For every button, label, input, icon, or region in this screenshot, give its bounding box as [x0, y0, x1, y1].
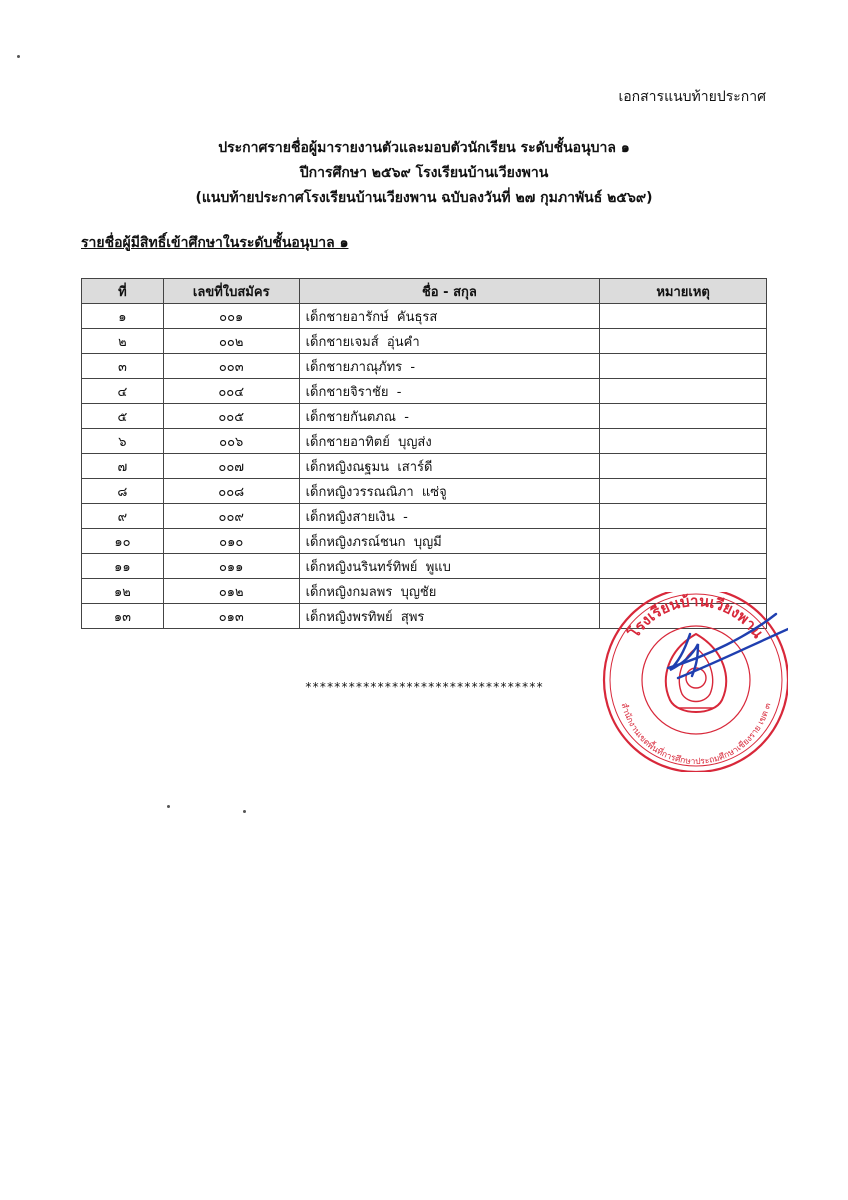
cell-application-no: ๐๐๘ — [163, 479, 299, 504]
cell-remarks — [600, 529, 767, 554]
cell-full-name: เด็กชายอาทิตย์ บุญส่ง — [299, 429, 600, 454]
table-row — [82, 479, 767, 504]
table-row — [82, 304, 767, 329]
header-application-no: เลขที่ใบสมัคร — [163, 279, 299, 304]
cell-remarks — [600, 504, 767, 529]
cell-remarks — [600, 329, 767, 354]
cell-application-no: ๐๐๙ — [163, 504, 299, 529]
cell-remarks — [600, 304, 767, 329]
cell-number: ๗ — [82, 454, 164, 479]
cell-full-name: เด็กชายอารักษ์ คันธุรส — [299, 304, 600, 329]
cell-full-name: เด็กชายกันตภณ - — [299, 404, 600, 429]
cell-full-name: เด็กหญิงณฐมน เสาร์ดี — [299, 454, 600, 479]
header-number: ที่ — [82, 279, 164, 304]
title-line-3: (แนบท้ายประกาศโรงเรียนบ้านเวียงพาน ฉบับลงวันที่ ๒๗ กุมภาพันธ์ ๒๕๖๙) — [195, 190, 653, 206]
cell-application-no: ๐๐๒ — [163, 329, 299, 354]
seal-bottom-text: สำนักงานเขตพื้นที่การศึกษาประถมศึกษาเชียงราย เขต ๓ — [618, 701, 774, 768]
scan-speck — [167, 805, 170, 808]
cell-application-no: ๐๐๖ — [163, 429, 299, 454]
table-row — [82, 529, 767, 554]
seal-top-text: โรงเรียนบ้านเวียงพาน — [624, 592, 768, 642]
cell-remarks — [600, 354, 767, 379]
title-line-2: ปีการศึกษา ๒๕๖๙ โรงเรียนบ้านเวียงพาน — [299, 165, 549, 181]
cell-full-name: เด็กหญิงภรณ์ชนก บุญมี — [299, 529, 600, 554]
cell-full-name: เด็กหญิงกมลพร บุญชัย — [299, 579, 600, 604]
section-heading: รายชื่อผู้มีสิทธิ์เข้าศึกษาในระดับชั้นอนุบาล ๑ — [81, 235, 349, 251]
cell-application-no: ๐๑๓ — [163, 604, 299, 629]
table-row — [82, 554, 767, 579]
cell-full-name: เด็กชายเจมส์ อุ่นคำ — [299, 329, 600, 354]
cell-full-name: เด็กหญิงสายเงิน - — [299, 504, 600, 529]
cell-number: ๖ — [82, 429, 164, 454]
announcement-title — [0, 136, 848, 211]
header-full-name: ชื่อ - สกุล — [299, 279, 600, 304]
cell-number: ๔ — [82, 379, 164, 404]
cell-full-name: เด็กชายจิราชัย - — [299, 379, 600, 404]
table-row — [82, 454, 767, 479]
cell-number: ๑๑ — [82, 554, 164, 579]
cell-application-no: ๐๐๔ — [163, 379, 299, 404]
cell-number: ๒ — [82, 329, 164, 354]
cell-application-no: ๐๐๑ — [163, 304, 299, 329]
cell-application-no: ๐๑๐ — [163, 529, 299, 554]
cell-number: ๘ — [82, 479, 164, 504]
table-row — [82, 504, 767, 529]
end-marker: ********************************* — [304, 680, 544, 694]
table-header-row — [82, 279, 767, 304]
cell-remarks — [600, 454, 767, 479]
scan-speck — [17, 55, 20, 58]
cell-number: ๓ — [82, 354, 164, 379]
table-row — [82, 379, 767, 404]
cell-number: ๑๐ — [82, 529, 164, 554]
attachment-note: เอกสารแนบท้ายประกาศ — [618, 89, 766, 105]
cell-application-no: ๐๐๕ — [163, 404, 299, 429]
cell-full-name: เด็กหญิงพรทิพย์ สุพร — [299, 604, 600, 629]
cell-number: ๑๒ — [82, 579, 164, 604]
header-remarks: หมายเหตุ — [600, 279, 767, 304]
cell-application-no: ๐๐๗ — [163, 454, 299, 479]
cell-full-name: เด็กหญิงวรรณณิภา แซ่จู — [299, 479, 600, 504]
school-seal-stamp — [598, 592, 788, 772]
cell-application-no: ๐๑๑ — [163, 554, 299, 579]
table-row — [82, 354, 767, 379]
cell-full-name: เด็กหญิงนรินทร์ทิพย์ พูแบ — [299, 554, 600, 579]
cell-application-no: ๐๑๒ — [163, 579, 299, 604]
cell-number: ๑ — [82, 304, 164, 329]
cell-full-name: เด็กชายภาณุภัทร - — [299, 354, 600, 379]
cell-number: ๙ — [82, 504, 164, 529]
title-line-1: ประกาศรายชื่อผู้มารายงานตัวและมอบตัวนักเรียน ระดับชั้นอนุบาล ๑ — [218, 140, 630, 156]
student-roster-table — [81, 278, 767, 629]
scan-speck — [243, 810, 246, 813]
cell-remarks — [600, 379, 767, 404]
table-row — [82, 429, 767, 454]
seal-outer-ring — [604, 592, 788, 772]
table-row — [82, 329, 767, 354]
cell-number: ๑๓ — [82, 604, 164, 629]
table-row — [82, 404, 767, 429]
cell-application-no: ๐๐๓ — [163, 354, 299, 379]
cell-remarks — [600, 404, 767, 429]
cell-remarks — [600, 429, 767, 454]
cell-remarks — [600, 554, 767, 579]
cell-remarks — [600, 479, 767, 504]
cell-number: ๕ — [82, 404, 164, 429]
